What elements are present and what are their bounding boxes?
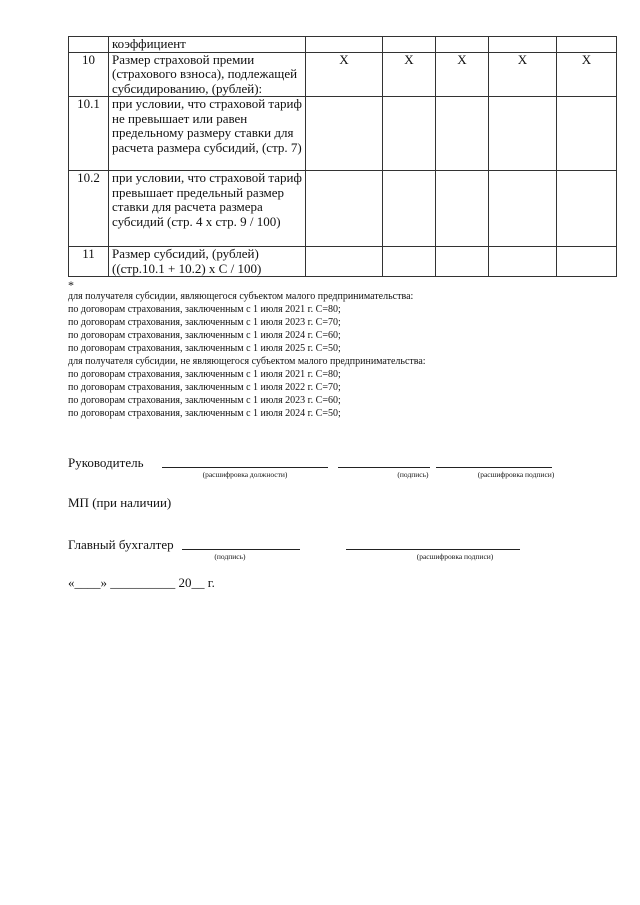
value-cell[interactable] xyxy=(306,97,383,171)
row-number: 10 xyxy=(69,52,109,97)
footnote-line: по договорам страхования, заключенным с 1 июля 2023 г. С=70; xyxy=(68,317,341,328)
value-cell[interactable]: X xyxy=(436,52,489,97)
row-description: при условии, что страховой тариф превышает предельный размер ставки для расчета размера субсидий (стр. 4 х стр. 9 / 100) xyxy=(109,171,306,247)
head-position-line[interactable] xyxy=(162,467,328,468)
value-cell[interactable] xyxy=(306,247,383,277)
row-number: 10.1 xyxy=(69,97,109,171)
footnote-star: * xyxy=(68,278,74,292)
value-cell[interactable] xyxy=(436,37,489,53)
table-row xyxy=(69,52,617,97)
footnote-line: по договорам страхования, заключенным с 1 июля 2024 г. С=50; xyxy=(68,408,341,419)
row-number: 11 xyxy=(69,247,109,277)
value-cell[interactable] xyxy=(383,37,436,53)
accountant-sign-line[interactable] xyxy=(182,549,300,550)
table-row xyxy=(69,247,617,277)
accountant-label: Главный бухгалтер xyxy=(68,537,174,552)
value-cell[interactable] xyxy=(557,247,617,277)
value-cell[interactable]: X xyxy=(383,52,436,97)
value-cell[interactable]: X xyxy=(306,52,383,97)
accountant-decode-caption: (расшифровка подписи) xyxy=(416,552,494,561)
value-cell[interactable]: X xyxy=(557,52,617,97)
value-cell[interactable] xyxy=(436,171,489,247)
value-cell[interactable] xyxy=(489,171,557,247)
value-cell[interactable] xyxy=(557,37,617,53)
footnote xyxy=(68,280,426,420)
footnote-line: для получателя субсидии, не являющегося субъектом малого предпринимательства: xyxy=(68,356,426,367)
value-cell[interactable] xyxy=(489,247,557,277)
head-decode-line[interactable] xyxy=(436,467,552,468)
table-row xyxy=(69,171,617,247)
footnote-line: по договорам страхования, заключенным с 1 июля 2021 г. С=80; xyxy=(68,369,341,380)
value-cell[interactable] xyxy=(306,171,383,247)
value-cell[interactable] xyxy=(489,97,557,171)
head-decode-caption: (расшифровка подписи) xyxy=(477,470,555,479)
value-cell[interactable] xyxy=(557,97,617,171)
value-cell[interactable] xyxy=(306,37,383,53)
row-description: коэффициент xyxy=(109,37,306,53)
accountant-sign-caption: (подпись) xyxy=(214,552,246,561)
head-sign-caption: (подпись) xyxy=(397,470,429,479)
row-description: Размер субсидий, (рублей) ((стр.10.1 + 10.2) х С / 100) xyxy=(109,247,306,277)
footnote-line: по договорам страхования, заключенным с 1 июля 2025 г. С=50; xyxy=(68,343,341,354)
row-description: Размер страховой премии (страхового взноса), подлежащей субсидированию, (рублей): xyxy=(109,52,306,97)
row-number: 10.2 xyxy=(69,171,109,247)
row-number xyxy=(69,37,109,53)
value-cell[interactable] xyxy=(383,247,436,277)
footnote-line: для получателя субсидии, являющегося субъектом малого предпринимательства: xyxy=(68,291,414,302)
table-row xyxy=(69,97,617,171)
value-cell[interactable] xyxy=(383,171,436,247)
value-cell[interactable] xyxy=(557,171,617,247)
row-description: при условии, что страховой тариф не превышает или равен предельному размеру ставки для расчета размера субсидий, (стр. 7) xyxy=(109,97,306,171)
calculation-table xyxy=(68,36,617,277)
footnote-line: по договорам страхования, заключенным с 1 июля 2022 г. С=70; xyxy=(68,382,341,393)
head-label: Руководитель xyxy=(68,455,144,470)
footnote-line: по договорам страхования, заключенным с 1 июля 2023 г. С=60; xyxy=(68,395,341,406)
footnote-line: по договорам страхования, заключенным с 1 июля 2024 г. С=60; xyxy=(68,330,341,341)
value-cell[interactable] xyxy=(436,247,489,277)
footnote-line: по договорам страхования, заключенным с 1 июля 2021 г. С=80; xyxy=(68,304,341,315)
date-line[interactable]: «____» __________ 20__ г. xyxy=(68,575,215,590)
head-sign-line[interactable] xyxy=(338,467,430,468)
value-cell[interactable]: X xyxy=(489,52,557,97)
value-cell[interactable] xyxy=(383,97,436,171)
stamp-place: МП (при наличии) xyxy=(68,495,172,510)
accountant-decode-line[interactable] xyxy=(346,549,520,550)
table-row xyxy=(69,37,617,53)
value-cell[interactable] xyxy=(489,37,557,53)
value-cell[interactable] xyxy=(436,97,489,171)
head-position-caption: (расшифровка должности) xyxy=(202,470,288,479)
